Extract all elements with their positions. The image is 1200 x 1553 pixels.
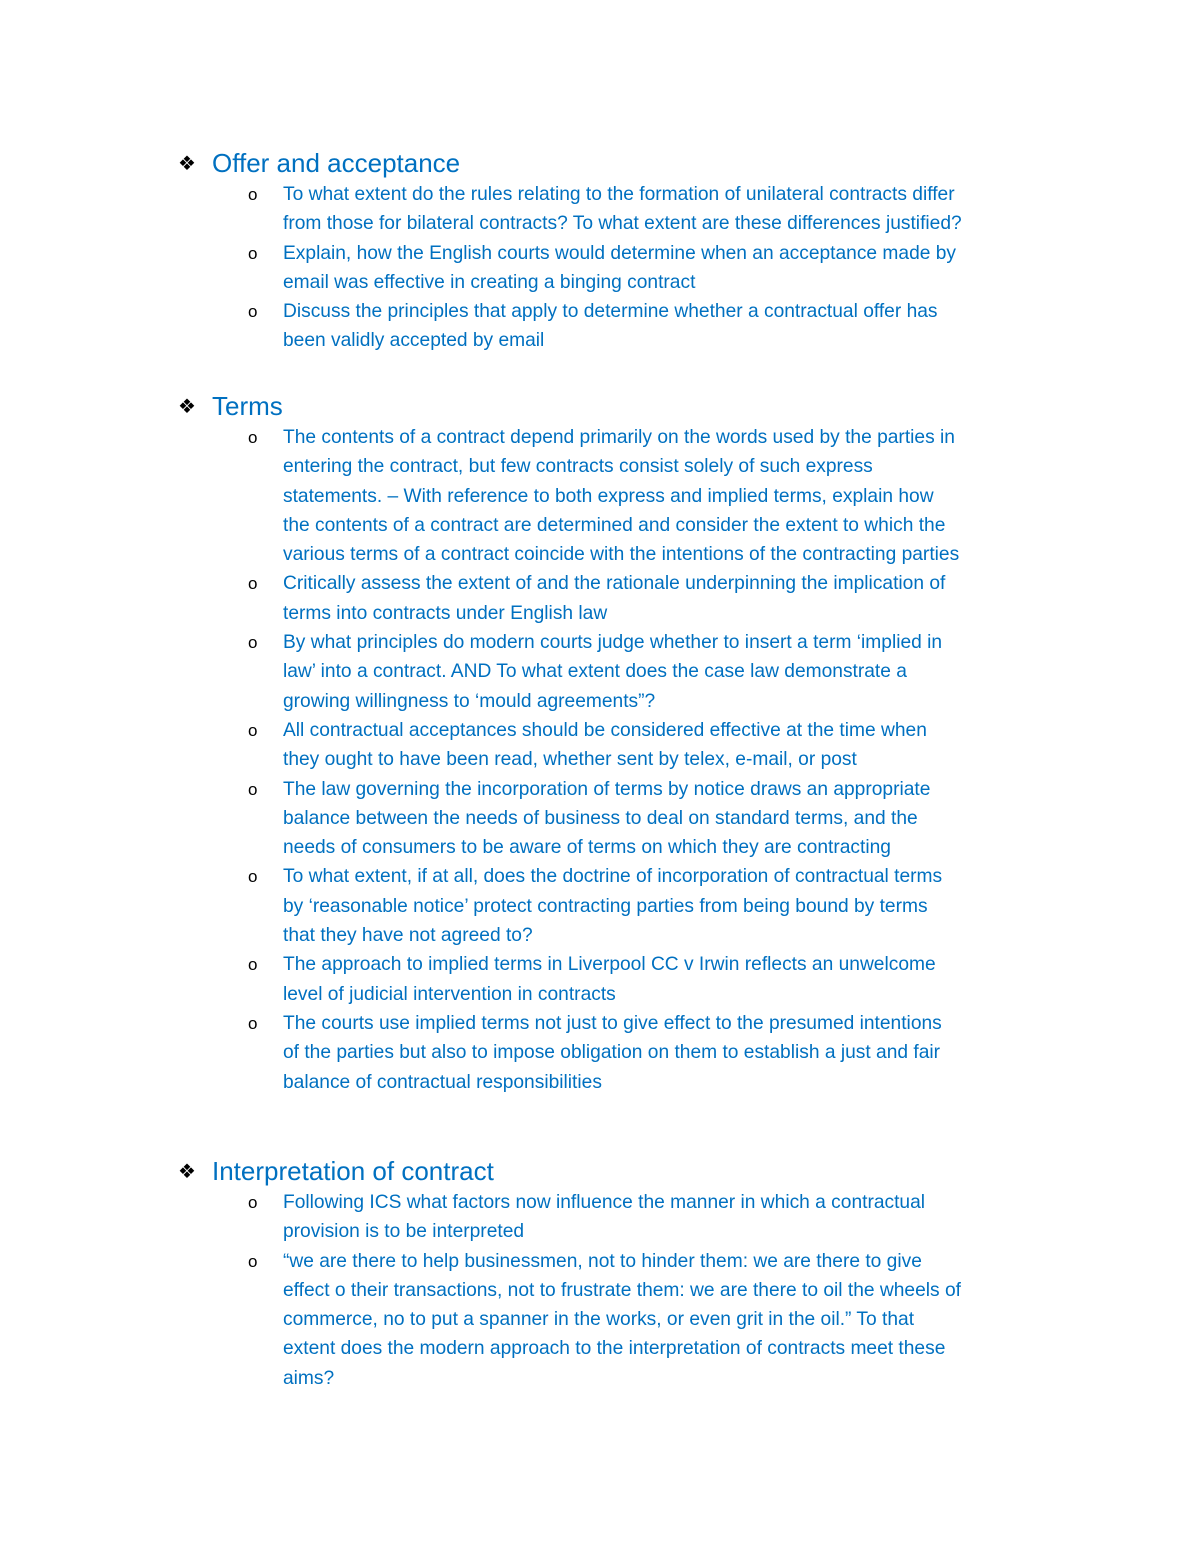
- list-item-text: The law governing the incorporation of terms by notice draws an appropriate balance between the needs of business to deal on standard terms, and the needs of consumers to be aware of terms on which they are contracting: [283, 778, 931, 859]
- list-item-text: All contractual acceptances should be considered effective at the time when they ought to have been read, whether sent by telex, e-mail, or post: [283, 719, 927, 771]
- list-item: [178, 862, 963, 950]
- list-item-text: Following ICS what factors now influence the manner in which a contractual provision is to be interpreted: [283, 1192, 926, 1243]
- list-item-text: The contents of a contract depend primarily on the words used by the parties in entering the contract, but few contracts consist solely of such express statements. – With reference to both express and implied terms, explain how the contents of a contract are determined and consider the extent to which the various terms of a contract coincide with the intentions of the contracting parties: [283, 427, 960, 566]
- hollow-circle-icon: o: [248, 955, 258, 975]
- list-item: [178, 1188, 963, 1247]
- hollow-circle-icon: o: [248, 779, 258, 799]
- hollow-circle-icon: o: [248, 302, 258, 322]
- hollow-circle-icon: o: [248, 633, 258, 653]
- section-heading: [178, 1154, 1078, 1188]
- section-terms: [178, 389, 1078, 1097]
- list-item: [178, 423, 963, 569]
- list-item-text: Critically assess the extent of and the rationale underpinning the implication of terms into contracts under English law: [283, 573, 946, 624]
- question-list: [178, 180, 1078, 356]
- list-item: [178, 1009, 963, 1097]
- hollow-circle-icon: o: [248, 243, 258, 263]
- list-item-text: Discuss the principles that apply to determine whether a contractual offer has been validly accepted by email: [283, 301, 938, 352]
- section-offer-and-acceptance: [178, 146, 1078, 356]
- hollow-circle-icon: o: [248, 1013, 258, 1033]
- four-diamond-icon: ❖: [178, 151, 196, 175]
- list-item: [178, 775, 963, 863]
- list-item-text: By what principles do modern courts judge whether to insert a term ‘implied in law’ into a contract. AND To what extent does the case law demonstrate a growing willingness to ‘mould agreements”?: [283, 632, 943, 712]
- list-item-text: To what extent do the rules relating to the formation of unilateral contracts differ from those for bilateral contracts? To what extent are these differences justified?: [283, 184, 962, 235]
- section-heading-text: Terms: [212, 391, 283, 421]
- list-item-text: To what extent, if at all, does the doctrine of incorporation of contractual terms by ‘reasonable notice’ protect contracting parties from being bound by terms that they have not agreed to?: [283, 866, 943, 947]
- hollow-circle-icon: o: [248, 867, 258, 887]
- list-item: [178, 569, 963, 628]
- hollow-circle-icon: o: [248, 574, 258, 594]
- list-item: [178, 180, 963, 239]
- four-diamond-icon: ❖: [178, 1159, 196, 1183]
- four-diamond-icon: ❖: [178, 394, 196, 418]
- list-item: [178, 950, 963, 1009]
- hollow-circle-icon: o: [248, 1193, 258, 1212]
- list-item-text: Explain, how the English courts would determine when an acceptance made by email was effective in creating a binging contract: [283, 242, 957, 293]
- list-item: [178, 716, 963, 775]
- section-heading: [178, 389, 1078, 423]
- section-heading-text: Interpretation of contract: [212, 1156, 494, 1186]
- list-item: [178, 1247, 963, 1393]
- hollow-circle-icon: o: [248, 1251, 258, 1271]
- list-item-text: The approach to implied terms in Liverpool CC v Irwin reflects an unwelcome level of judicial intervention in contracts: [283, 954, 936, 1005]
- list-item-text: “we are there to help businessmen, not to hinder them: we are there to give effect o their transactions, not to frustrate them: we are there to oil the wheels of commerce, no to put a spanner in the works, or even grit in the oil.” To that extent does the modern approach to the interpretation of contracts meet these aims?: [283, 1250, 961, 1389]
- hollow-circle-icon: o: [248, 428, 258, 447]
- question-list: [178, 423, 1078, 1097]
- list-item: [178, 297, 963, 356]
- section-interpretation-of-contract: [178, 1154, 1078, 1393]
- hollow-circle-icon: o: [248, 720, 258, 740]
- hollow-circle-icon: o: [248, 185, 258, 204]
- section-heading: [178, 146, 1078, 180]
- list-item: [178, 628, 963, 716]
- section-heading-text: Offer and acceptance: [212, 148, 461, 178]
- question-list: [178, 1188, 1078, 1393]
- list-item: [178, 239, 963, 298]
- list-item-text: The courts use implied terms not just to give effect to the presumed intentions of the parties but also to impose obligation on them to establish a just and fair balance of contractual responsibilities: [283, 1012, 942, 1093]
